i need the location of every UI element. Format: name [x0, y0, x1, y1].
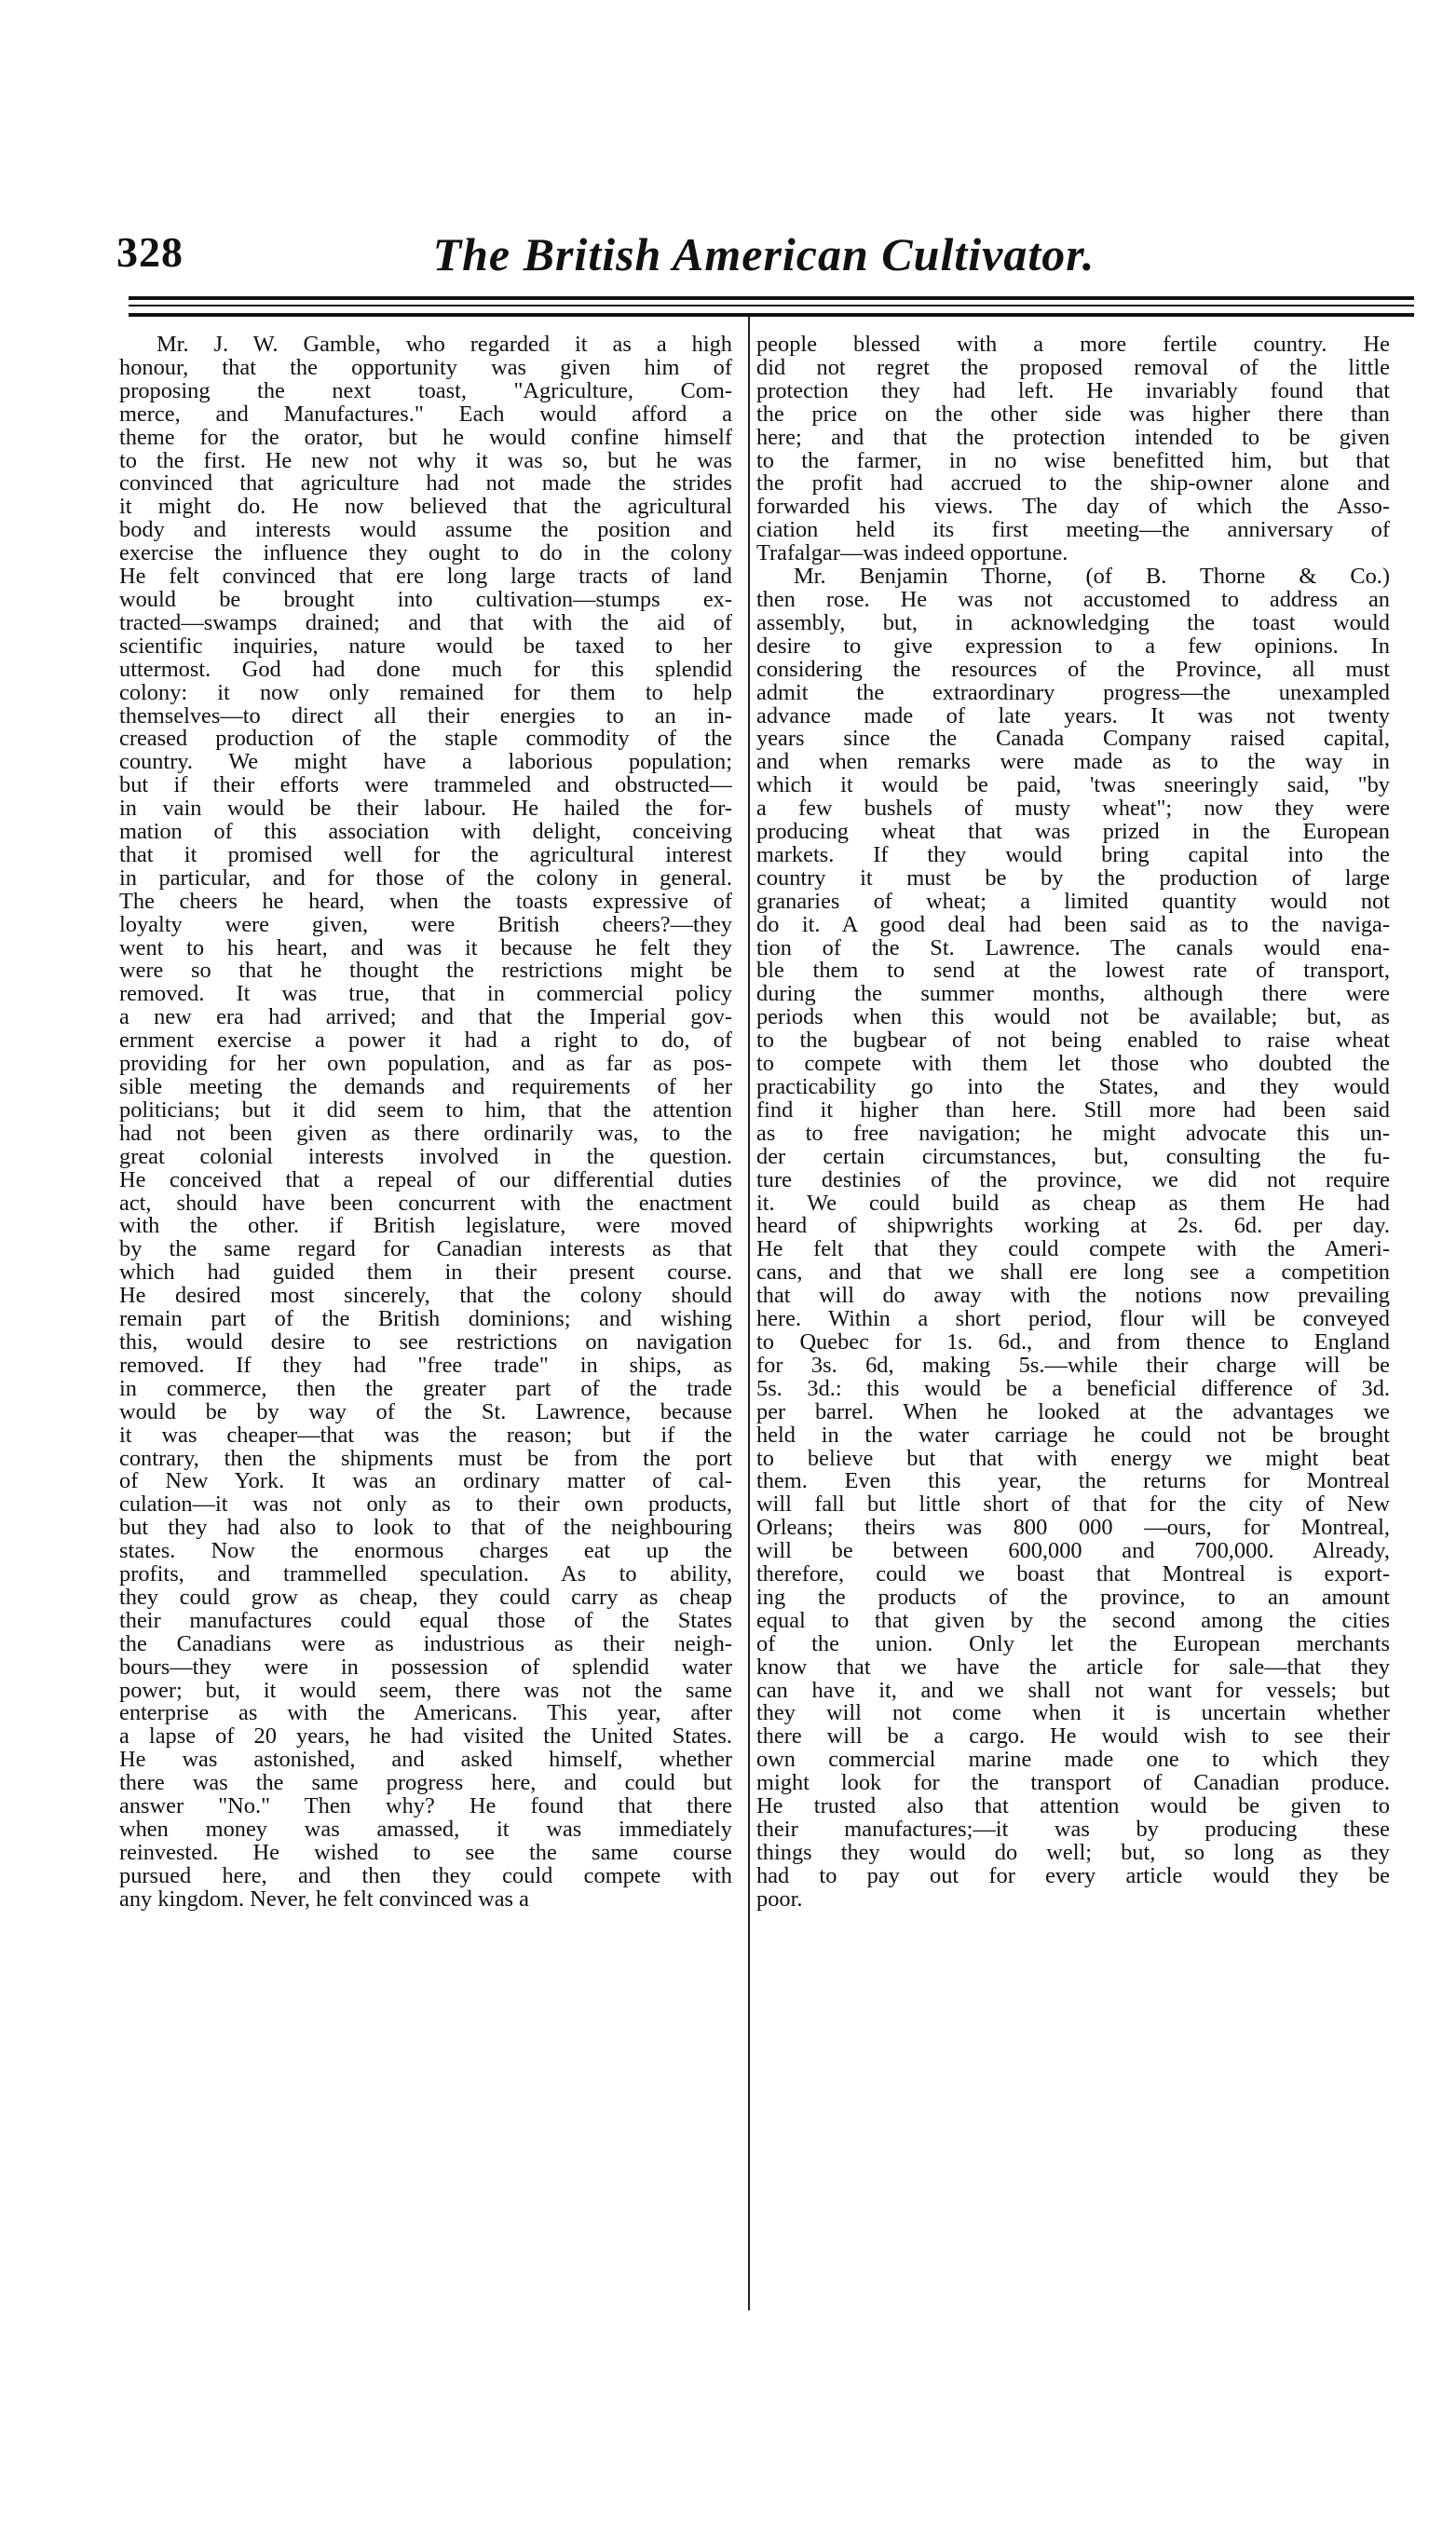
text-line: He trusted also that attention would be given to: [756, 1795, 1390, 1818]
text-line: ernment exercise a power it had a right to do, of: [119, 1029, 732, 1054]
text-column-right: [756, 334, 1390, 1912]
text-line: exercise the influence they ought to do in the colony: [119, 542, 732, 566]
text-line: will fall but little short of that for the city of New: [756, 1493, 1390, 1518]
text-line: assembly, but, in acknowledging the toast would: [756, 611, 1390, 635]
text-line: theme for the orator, but he would confine himself: [119, 426, 732, 450]
text-line: tracted—swamps drained; and that with the aid of: [119, 611, 732, 635]
text-line: here. Within a short period, flour will be conveyed: [756, 1308, 1390, 1331]
text-line: loyalty were given, were British cheers?—they: [119, 913, 732, 937]
text-line: act, should have been concurrent with the enactment: [119, 1192, 732, 1216]
text-line: ture destinies of the province, we did not require: [756, 1168, 1390, 1192]
text-line: by the same regard for Canadian interests as that: [119, 1238, 732, 1262]
text-line: do it. A good deal had been said as to the naviga-: [756, 913, 1390, 937]
text-line: in commerce, then the greater part of the trade: [119, 1377, 732, 1401]
text-line: colony: it now only remained for them to help: [119, 681, 732, 705]
text-line: they could grow as cheap, they could carry as cheap: [119, 1586, 732, 1610]
header-rule-middle: [129, 305, 1414, 306]
text-line: He conceived that a repeal of our differential duties: [119, 1168, 732, 1192]
text-line: advance made of late years. It was not twenty: [756, 704, 1390, 729]
text-line: know that we have the article for sale—that they: [756, 1655, 1390, 1680]
text-line: The cheers he heard, when the toasts expressive of: [119, 890, 732, 914]
text-line: equal to that given by the second among the cities: [756, 1609, 1390, 1633]
text-line: their manufactures could equal those of the States: [119, 1609, 732, 1633]
text-line: ciation held its first meeting—the anniversary of: [756, 519, 1390, 543]
text-line: country. We might have a laborious population;: [119, 751, 732, 775]
text-line: went to his heart, and was it because he felt they: [119, 936, 732, 960]
text-line: in vain would be their labour. He hailed the for-: [119, 797, 732, 822]
text-line: He desired most sincerely, that the colony should: [119, 1285, 732, 1309]
text-line: bours—they were in possession of splendid water: [119, 1655, 732, 1680]
text-line: the Canadians were as industrious as their neigh-: [119, 1632, 732, 1656]
text-line: sible meeting the demands and requirements of her: [119, 1076, 732, 1099]
text-line: for 3s. 6d, making 5s.—while their charge will be: [756, 1354, 1390, 1378]
text-line: states. Now the enormous charges eat up the: [119, 1540, 732, 1564]
text-line: contrary, then the shipments must be from the port: [119, 1447, 732, 1471]
text-line: country it must be by the production of large: [756, 866, 1390, 891]
text-line: with the other. if British legislature, were moved: [119, 1215, 732, 1239]
text-line: as to free navigation; he might advocate this un-: [756, 1122, 1390, 1146]
text-line: merce, and Manufactures." Each would afford a: [119, 402, 732, 427]
text-line: ble them to send at the lowest rate of transport,: [756, 960, 1390, 984]
text-line: desire to give expression to a few opinions. In: [756, 634, 1390, 659]
text-line: per barrel. When he looked at the advantages we: [756, 1400, 1390, 1424]
text-line: here; and that the protection intended to be given: [756, 426, 1390, 450]
text-line: a few bushels of musty wheat"; now they were: [756, 797, 1390, 822]
text-line: the price on the other side was higher there than: [756, 402, 1390, 427]
text-line: in particular, and for those of the colony in general.: [119, 866, 732, 891]
text-line: mation of this association with delight, conceiving: [119, 821, 732, 844]
text-line: might look for the transport of Canadian produce.: [756, 1772, 1390, 1796]
text-line: power; but, it would seem, there was not the same: [119, 1679, 732, 1703]
text-line: years since the Canada Company raised capital,: [756, 728, 1390, 752]
text-line: markets. If they would bring capital into the: [756, 843, 1390, 867]
text-line: things they would do well; but, so long as they: [756, 1841, 1390, 1865]
text-line: had to pay out for every article would they be: [756, 1864, 1390, 1888]
text-line: any kingdom. Never, he felt convinced was a: [119, 1887, 529, 1912]
text-line: answer "No." Then why? He found that there: [119, 1795, 732, 1818]
text-line: tion of the St. Lawrence. The canals would ena-: [756, 936, 1390, 960]
text-line: to Quebec for 1s. 6d., and from thence to England: [756, 1330, 1390, 1355]
text-line: a new era had arrived; and that the Imperial gov-: [119, 1006, 732, 1030]
header-rule-bottom: [129, 313, 1414, 317]
text-line: and when remarks were made as to the way in: [756, 751, 1390, 775]
text-line: of New York. It was an ordinary matter of cal-: [119, 1470, 732, 1494]
text-line: to the farmer, in no wise benefitted him, but that: [756, 449, 1390, 473]
text-line: it might do. He now believed that the agricultural: [119, 496, 732, 520]
text-line: scientific inquiries, nature would be taxed to her: [119, 634, 732, 659]
text-line: uttermost. God had done much for this splendid: [119, 658, 732, 682]
text-line: that it promised well for the agricultural interest: [119, 843, 732, 867]
text-line: but if their efforts were trammeled and obstructed—: [119, 774, 732, 798]
header-rule-top: [129, 296, 1414, 300]
text-line: held in the water carriage he could not be brought: [756, 1423, 1390, 1448]
text-line: of the union. Only let the European merchants: [756, 1632, 1390, 1656]
page-header: [116, 227, 1411, 283]
text-line: great colonial interests involved in the question.: [119, 1145, 732, 1169]
text-line: themselves—to direct all their energies to an in-: [119, 704, 732, 729]
text-line: will be between 600,000 and 700,000. Already,: [756, 1540, 1390, 1564]
text-line: did not regret the proposed removal of the little: [756, 356, 1390, 380]
text-line: proposing the next toast, "Agriculture, Com-: [119, 379, 732, 403]
text-line: periods when this would not be available; but, as: [756, 1006, 1390, 1030]
text-line: enterprise as with the Americans. This year, after: [119, 1702, 732, 1726]
text-line: to the first. He new not why it was so, but he was: [119, 449, 732, 473]
text-line: can have it, and we shall not want for vessels; but: [756, 1679, 1390, 1703]
text-line: forwarded his views. The day of which the Asso-: [756, 496, 1390, 520]
text-line: He felt convinced that ere long large tracts of land: [119, 565, 732, 589]
text-line: them. Even this year, the returns for Montreal: [756, 1470, 1390, 1494]
text-line: there was the same progress here, and could but: [119, 1772, 732, 1796]
text-line: then rose. He was not accustomed to address an: [756, 588, 1390, 612]
text-line: protection they had left. He invariably found that: [756, 379, 1390, 403]
text-line: Trafalgar—was indeed opportune.: [756, 542, 1068, 566]
text-line: cans, and that we shall ere long see a competition: [756, 1261, 1390, 1286]
text-line: granaries of wheat; a limited quantity would not: [756, 890, 1390, 914]
text-line: der certain circumstances, but, consulting the fu-: [756, 1145, 1390, 1169]
column-divider: [748, 317, 750, 2310]
text-line: profits, and trammelled speculation. As to ability,: [119, 1563, 732, 1587]
text-line: were so that he thought the restrictions might be: [119, 960, 732, 984]
text-line: remain part of the British dominions; and wishing: [119, 1308, 732, 1331]
text-line: pursued here, and then they could compete with: [119, 1864, 732, 1888]
text-line: own commercial marine made one to which they: [756, 1749, 1390, 1773]
text-line: convinced that agriculture had not made the strides: [119, 472, 732, 497]
text-line: which had guided them in their present course.: [119, 1261, 732, 1286]
text-line: their manufactures;—it was by producing these: [756, 1818, 1390, 1842]
text-line: Mr. J. W. Gamble, who regarded it as a high: [156, 334, 732, 357]
text-line: would be by way of the St. Lawrence, because: [119, 1400, 732, 1424]
text-line: removed. If they had "free trade" in ships, as: [119, 1354, 732, 1378]
text-line: admit the extraordinary progress—the unexampled: [756, 681, 1390, 705]
text-line: to compete with them let those who doubted the: [756, 1053, 1390, 1076]
text-line: a lapse of 20 years, he had visited the United States.: [119, 1725, 732, 1750]
text-line: people blessed with a more fertile country. He: [756, 334, 1390, 357]
text-line: 5s. 3d.: this would be a beneficial difference of 3d.: [756, 1377, 1390, 1401]
text-line: when money was amassed, it was immediately: [119, 1818, 732, 1842]
text-column-left: [119, 334, 732, 1912]
text-line: practicability go into the States, and they would: [756, 1076, 1390, 1099]
text-line: He felt that they could compete with the Ameri-: [756, 1238, 1390, 1262]
text-line: that will do away with the notions now prevailing: [756, 1285, 1390, 1309]
text-line: therefore, could we boast that Montreal is export-: [756, 1563, 1390, 1587]
text-line: to believe but that with energy we might beat: [756, 1447, 1390, 1471]
text-line: providing for her own population, and as far as pos-: [119, 1053, 732, 1076]
text-line: culation—it was not only as to their own products,: [119, 1493, 732, 1518]
text-line: this, would desire to see restrictions on navigation: [119, 1330, 732, 1355]
text-line: honour, that the opportunity was given him of: [119, 356, 732, 380]
text-line: but they had also to look to that of the neighbouring: [119, 1517, 732, 1541]
text-line: there will be a cargo. He would wish to see their: [756, 1725, 1390, 1750]
text-line: during the summer months, although there were: [756, 983, 1390, 1007]
text-line: find it higher than here. Still more had been said: [756, 1098, 1390, 1123]
journal-title: The British American Cultivator.: [432, 228, 1095, 280]
text-line: removed. It was true, that in commercial policy: [119, 983, 732, 1007]
text-line: the profit had accrued to the ship-owner alone and: [756, 472, 1390, 497]
text-line: it was cheaper—that was the reason; but if the: [119, 1423, 732, 1448]
text-line: He was astonished, and asked himself, whether: [119, 1749, 732, 1773]
text-line: creased production of the staple commodity of the: [119, 728, 732, 752]
text-line: it. We could build as cheap as them He had: [756, 1192, 1390, 1216]
text-line: heard of shipwrights working at 2s. 6d. per day.: [756, 1215, 1390, 1239]
text-line: considering the resources of the Province, all must: [756, 658, 1390, 682]
text-line: politicians; but it did seem to him, that the attention: [119, 1098, 732, 1123]
text-line: Mr. Benjamin Thorne, (of B. Thorne & Co.): [794, 565, 1390, 589]
page-number: 328: [116, 228, 184, 276]
text-line: they will not come when it is uncertain whether: [756, 1702, 1390, 1726]
text-line: to the bugbear of not being enabled to raise wheat: [756, 1029, 1390, 1054]
text-line: Orleans; theirs was 800 000 —ours, for Montreal,: [756, 1517, 1390, 1541]
text-line: reinvested. He wished to see the same course: [119, 1841, 732, 1865]
text-line: poor.: [756, 1887, 803, 1912]
text-line: would be brought into cultivation—stumps ex-: [119, 588, 732, 612]
text-line: body and interests would assume the position and: [119, 519, 732, 543]
text-line: producing wheat that was prized in the European: [756, 821, 1390, 844]
text-line: ing the products of the province, to an amount: [756, 1586, 1390, 1610]
text-line: had not been given as there ordinarily was, to the: [119, 1122, 732, 1146]
text-line: which it would be paid, 'twas sneeringly said, "by: [756, 774, 1390, 798]
